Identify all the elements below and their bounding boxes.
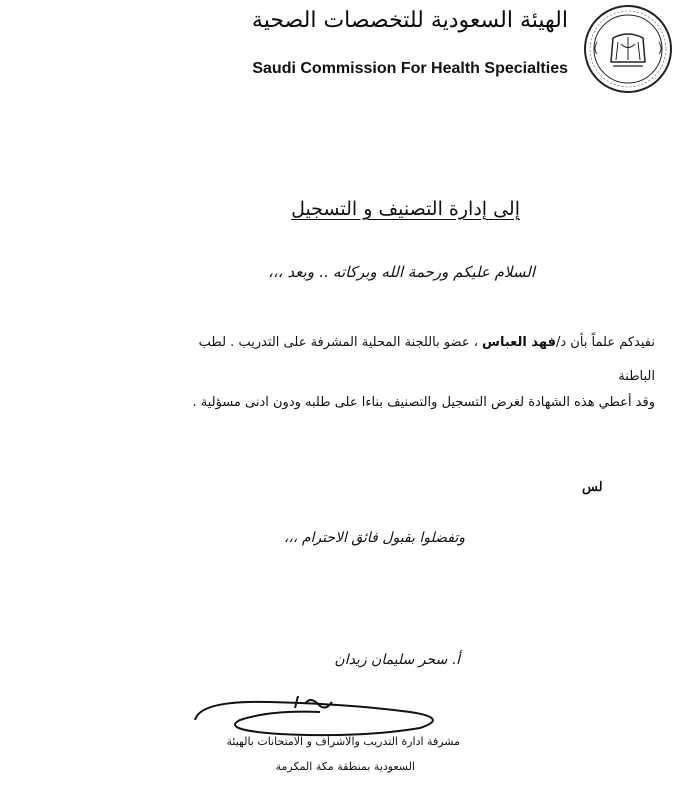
initials: لس bbox=[582, 480, 603, 495]
letter-closing: وتفضلوا بقبول فائق الاحترام ،،، bbox=[283, 530, 465, 546]
letterhead-arabic-name: الهيئة السعودية للتخصصات الصحية bbox=[251, 8, 568, 33]
signatory-name: أ. سحر سليمان زيدان bbox=[334, 652, 460, 668]
signatory-title-line-1: مشرفة ادارة التدريب والاشراف و الامتحانات بالهيئة bbox=[226, 735, 460, 748]
signatory-title-line-2: السعودية بمنطقة مكة المكرمة bbox=[275, 760, 415, 773]
handwritten-signature bbox=[180, 690, 460, 740]
body-line-2: الباطنة bbox=[618, 369, 655, 384]
body-line-3: وقد أعطي هذه الشهادة لغرض التسجيل والتصنيف بناءا على طلبه ودون ادنى مسؤلية . bbox=[192, 395, 655, 410]
body-line-1-end: ، عضو باللجنة المحلية المشرفة على التدريب . لطب bbox=[198, 335, 478, 350]
body-line-1-start: نفيدكم علماً بأن د/ bbox=[555, 335, 655, 350]
letter-subject: إلى إدارة التصنيف و التسجيل bbox=[291, 198, 520, 220]
doctor-name: فهد العباس bbox=[482, 335, 556, 350]
letter-greeting: السلام عليكم ورحمة الله وبركاته .. وبعد ،،، bbox=[268, 263, 535, 281]
commission-seal-logo bbox=[583, 4, 673, 94]
letterhead-english-name: Saudi Commission For Health Specialties bbox=[252, 60, 568, 77]
body-line-1 bbox=[15, 335, 655, 350]
